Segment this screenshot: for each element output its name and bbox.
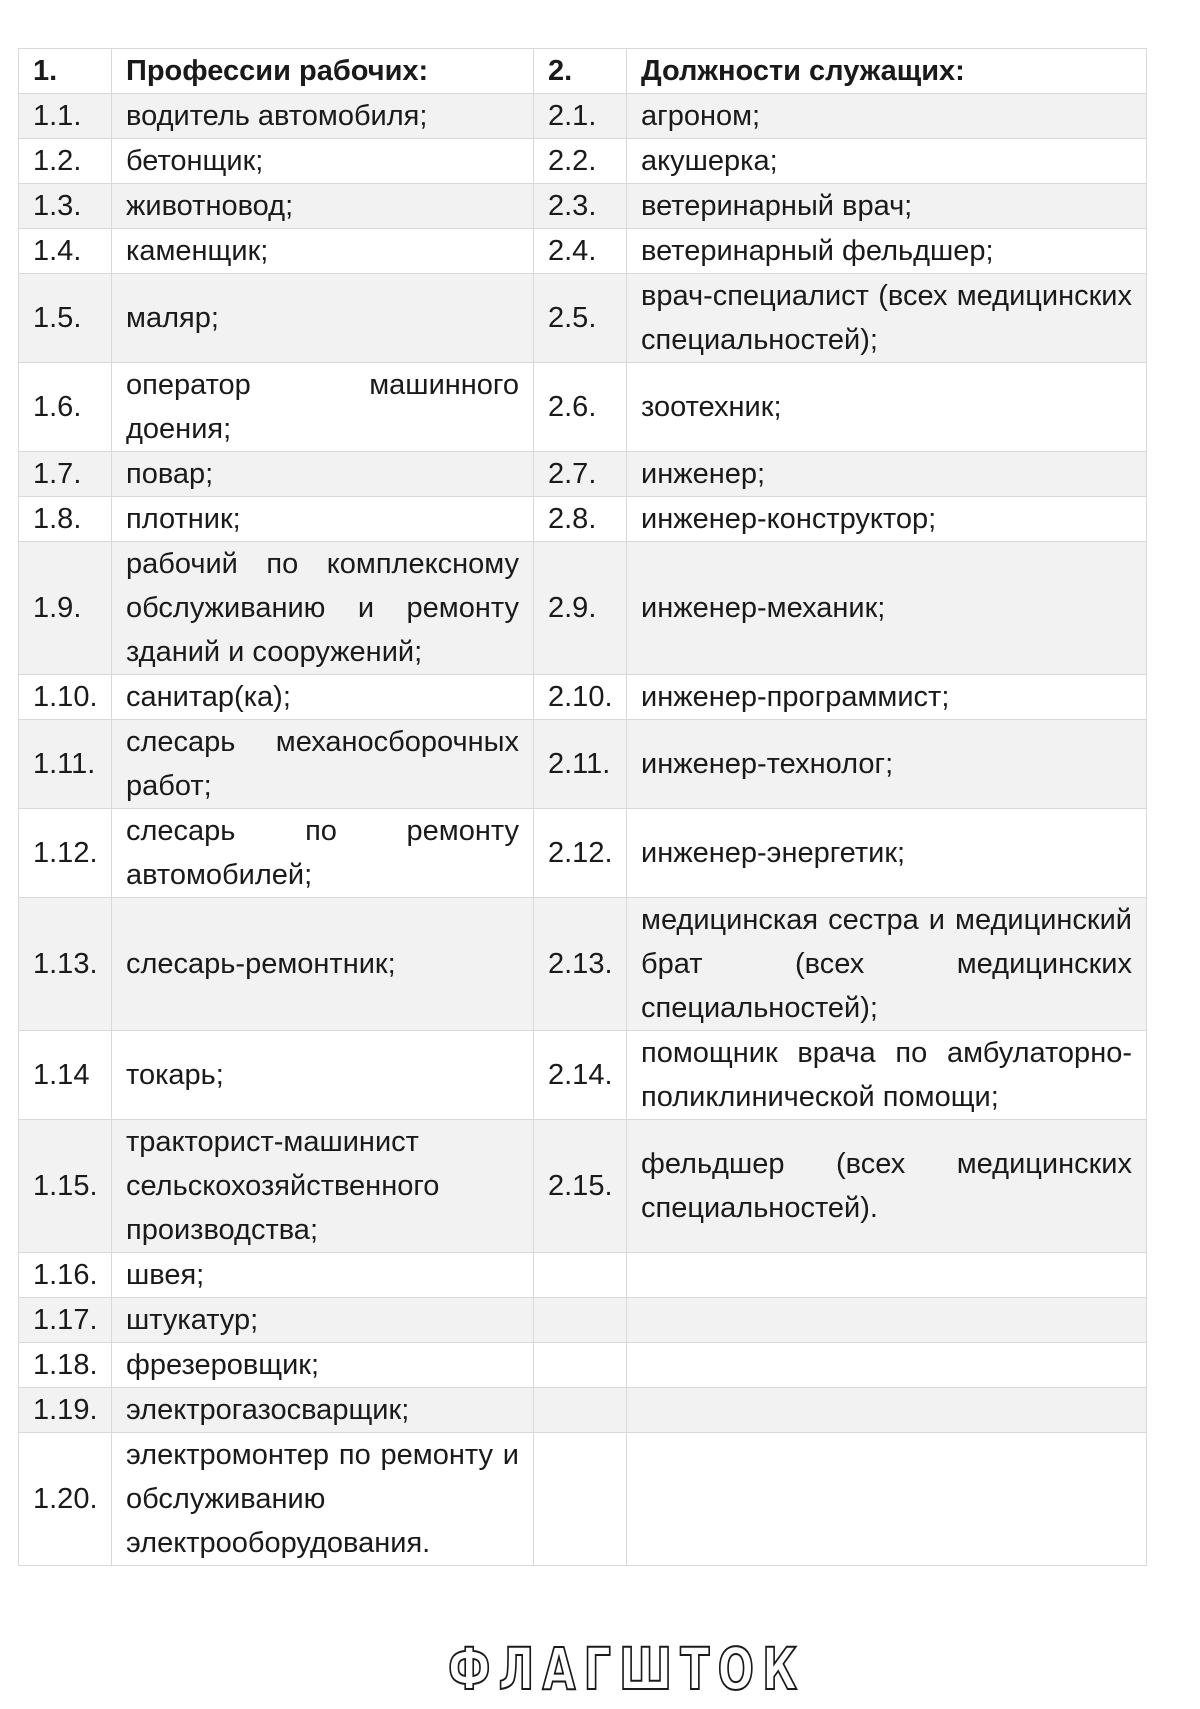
professions-table bbox=[18, 48, 1147, 1566]
worker-profession: оператор машинного доения; bbox=[112, 363, 534, 452]
table-row bbox=[19, 1433, 1147, 1566]
employee-number bbox=[534, 1388, 627, 1433]
employee-number: 2.4. bbox=[534, 229, 627, 274]
flagshtok-watermark: ФЛАГШТОК bbox=[448, 1635, 806, 1703]
employee-number: 2.2. bbox=[534, 139, 627, 184]
employee-position bbox=[627, 1298, 1147, 1343]
worker-profession: штукатур; bbox=[112, 1298, 534, 1343]
table-row bbox=[19, 1031, 1147, 1120]
table-row bbox=[19, 542, 1147, 675]
employee-number: 2.11. bbox=[534, 720, 627, 809]
employee-number: 2.9. bbox=[534, 542, 627, 675]
table-row bbox=[19, 184, 1147, 229]
table-body bbox=[19, 49, 1147, 1566]
employee-position: акушерка; bbox=[627, 139, 1147, 184]
worker-profession: повар; bbox=[112, 452, 534, 497]
table-row bbox=[19, 898, 1147, 1031]
employee-number: 2.3. bbox=[534, 184, 627, 229]
worker-number: 1.9. bbox=[19, 542, 112, 675]
employee-number bbox=[534, 1343, 627, 1388]
worker-profession: тракторист-машинист сельскохозяйственного производства; bbox=[112, 1120, 534, 1253]
employee-position: инженер; bbox=[627, 452, 1147, 497]
employee-position: врач-специалист (всех медицинских специальностей); bbox=[627, 274, 1147, 363]
table-row bbox=[19, 675, 1147, 720]
worker-number: 1.16. bbox=[19, 1253, 112, 1298]
employee-number: 2.6. bbox=[534, 363, 627, 452]
employee-number: 2.10. bbox=[534, 675, 627, 720]
employee-number: 2.5. bbox=[534, 274, 627, 363]
table-row bbox=[19, 1388, 1147, 1433]
worker-profession: каменщик; bbox=[112, 229, 534, 274]
worker-profession: электрогазосварщик; bbox=[112, 1388, 534, 1433]
table-row bbox=[19, 1253, 1147, 1298]
employee-position bbox=[627, 1343, 1147, 1388]
employee-position: инженер-конструктор; bbox=[627, 497, 1147, 542]
employee-position bbox=[627, 1253, 1147, 1298]
employee-number bbox=[534, 1433, 627, 1566]
worker-number: 1.20. bbox=[19, 1433, 112, 1566]
table-row bbox=[19, 497, 1147, 542]
worker-number: 1.2. bbox=[19, 139, 112, 184]
worker-profession: токарь; bbox=[112, 1031, 534, 1120]
worker-profession: маляр; bbox=[112, 274, 534, 363]
employee-number: 2.7. bbox=[534, 452, 627, 497]
employee-position: фельдшер (всех медицинских специальностей). bbox=[627, 1120, 1147, 1253]
worker-profession: слесарь механосборочных работ; bbox=[112, 720, 534, 809]
table-row bbox=[19, 363, 1147, 452]
worker-number: 1.18. bbox=[19, 1343, 112, 1388]
table-row bbox=[19, 720, 1147, 809]
worker-profession: санитар(ка); bbox=[112, 675, 534, 720]
worker-number: 1.15. bbox=[19, 1120, 112, 1253]
table-row bbox=[19, 452, 1147, 497]
worker-number: 1.3. bbox=[19, 184, 112, 229]
employee-position: медицинская сестра и медицинский брат (всех медицинских специальностей); bbox=[627, 898, 1147, 1031]
employee-number: 2.15. bbox=[534, 1120, 627, 1253]
worker-number: 1.10. bbox=[19, 675, 112, 720]
worker-number: 1.5. bbox=[19, 274, 112, 363]
employee-number: 2.13. bbox=[534, 898, 627, 1031]
table-row bbox=[19, 94, 1147, 139]
employee-position: агроном; bbox=[627, 94, 1147, 139]
worker-number: 1.6. bbox=[19, 363, 112, 452]
worker-number: 1.1. bbox=[19, 94, 112, 139]
table-row bbox=[19, 809, 1147, 898]
employee-position: зоотехник; bbox=[627, 363, 1147, 452]
worker-profession: слесарь-ремонтник; bbox=[112, 898, 534, 1031]
header-employees-title: Должности служащих: bbox=[627, 49, 1147, 94]
employee-number: 2.14. bbox=[534, 1031, 627, 1120]
employee-number: 2.1. bbox=[534, 94, 627, 139]
worker-number: 1.4. bbox=[19, 229, 112, 274]
worker-number: 1.12. bbox=[19, 809, 112, 898]
table-row bbox=[19, 274, 1147, 363]
employee-position: инженер-энергетик; bbox=[627, 809, 1147, 898]
header-number-2: 2. bbox=[534, 49, 627, 94]
worker-profession: рабочий по комплексному обслуживанию и ремонту зданий и сооружений; bbox=[112, 542, 534, 675]
employee-number bbox=[534, 1298, 627, 1343]
worker-number: 1.11. bbox=[19, 720, 112, 809]
header-workers-title: Профессии рабочих: bbox=[112, 49, 534, 94]
worker-profession: бетонщик; bbox=[112, 139, 534, 184]
worker-profession: плотник; bbox=[112, 497, 534, 542]
employee-position bbox=[627, 1388, 1147, 1433]
employee-number: 2.12. bbox=[534, 809, 627, 898]
worker-number: 1.7. bbox=[19, 452, 112, 497]
table-row bbox=[19, 1120, 1147, 1253]
employee-position: инженер-программист; bbox=[627, 675, 1147, 720]
table-row bbox=[19, 1343, 1147, 1388]
employee-position: инженер-технолог; bbox=[627, 720, 1147, 809]
worker-number: 1.8. bbox=[19, 497, 112, 542]
worker-profession: животновод; bbox=[112, 184, 534, 229]
table-row bbox=[19, 229, 1147, 274]
employee-number bbox=[534, 1253, 627, 1298]
employee-number: 2.8. bbox=[534, 497, 627, 542]
worker-number: 1.19. bbox=[19, 1388, 112, 1433]
employee-position bbox=[627, 1433, 1147, 1566]
worker-number: 1.14 bbox=[19, 1031, 112, 1120]
header-number-1: 1. bbox=[19, 49, 112, 94]
worker-number: 1.13. bbox=[19, 898, 112, 1031]
employee-position: ветеринарный врач; bbox=[627, 184, 1147, 229]
worker-profession: слесарь по ремонту автомобилей; bbox=[112, 809, 534, 898]
table-row bbox=[19, 139, 1147, 184]
worker-profession: швея; bbox=[112, 1253, 534, 1298]
employee-position: инженер-механик; bbox=[627, 542, 1147, 675]
worker-profession: водитель автомобиля; bbox=[112, 94, 534, 139]
worker-number: 1.17. bbox=[19, 1298, 112, 1343]
table-header-row bbox=[19, 49, 1147, 94]
worker-profession: электромонтер по ремонту и обслуживанию электрооборудования. bbox=[112, 1433, 534, 1566]
table-row bbox=[19, 1298, 1147, 1343]
employee-position: ветеринарный фельдшер; bbox=[627, 229, 1147, 274]
employee-position: помощник врача по амбулаторно-поликлинической помощи; bbox=[627, 1031, 1147, 1120]
worker-profession: фрезеровщик; bbox=[112, 1343, 534, 1388]
